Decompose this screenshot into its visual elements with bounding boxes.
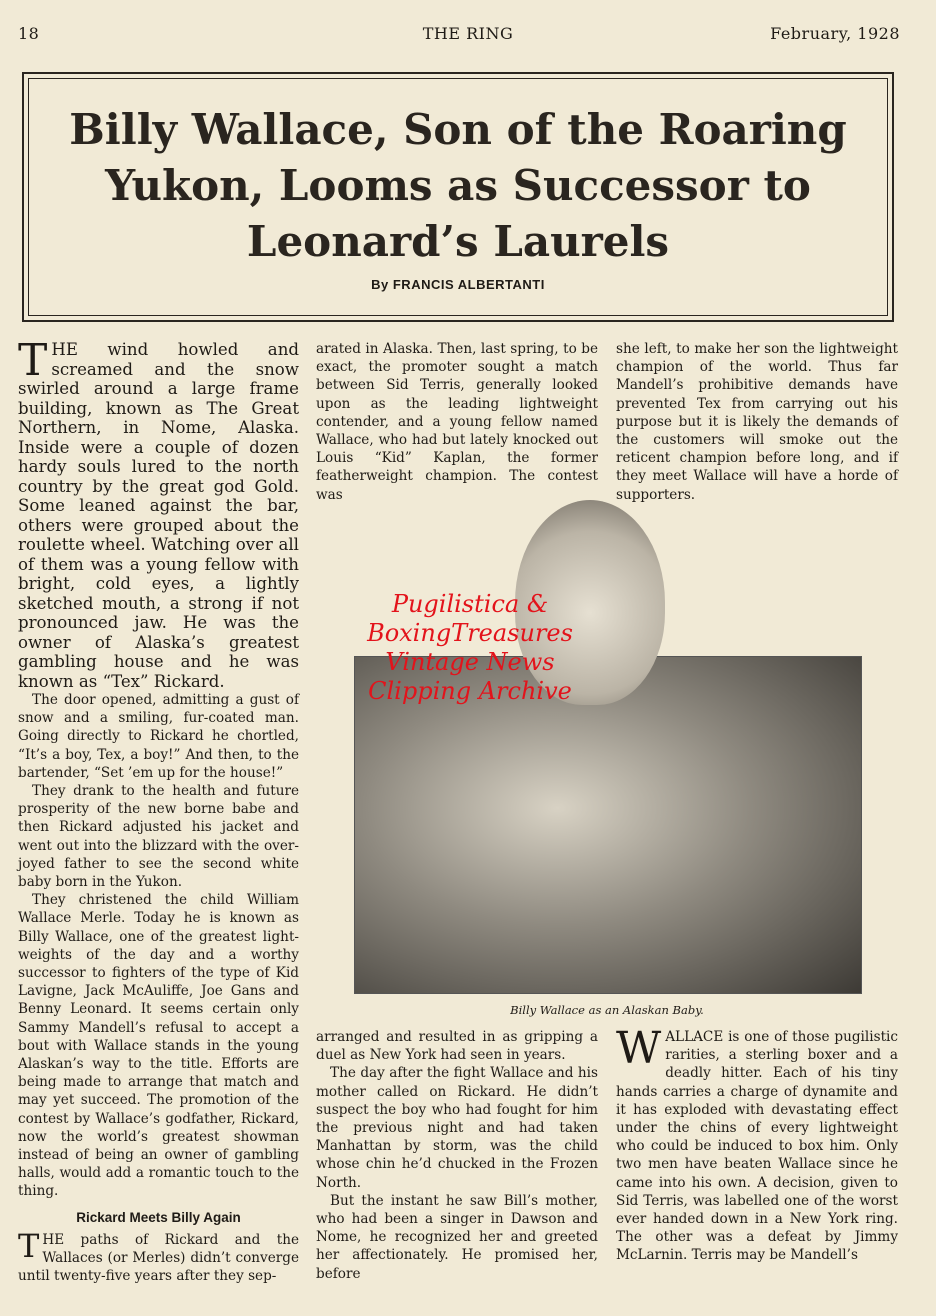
paragraph bbox=[18, 1226, 299, 1286]
paragraph: The door opened, admitting a gust of snow and a smiling, fur-coated man. Going directly to Rickard he chortled, “It’s a boy, Tex, a boy!” And then, to the bartender, “Set ’em up for the house!” bbox=[18, 692, 299, 781]
paragraph: arranged and resulted in as gripping a duel as New York had seen in years. bbox=[316, 1029, 598, 1064]
lead-text: HE wind howled and screamed and the snow swirled around a large frame building, known as The Great Northern, in Nome, Alaska. Inside were a couple of dozen hardy souls lured to the north country by the great god Gold. Some leaned against the bar, others were grouped about the roulette wheel. Watching over all of them was a young fellow with bright, cold eyes, a lightly sketched mouth, a strong if not pronounced jaw. He was the owner of Alaska’s greatest gambling house and he was known as “Tex” Rickard. bbox=[18, 340, 299, 691]
paragraph: They drank to the health and future prosperity of the new borne babe and then Rickard adjusted his jacket and went out into the blizzard with the over-joyed father to see the second white baby born in the Yukon. bbox=[18, 783, 299, 891]
column-3-top bbox=[616, 340, 898, 504]
watermark bbox=[355, 590, 585, 706]
lead-paragraph bbox=[18, 335, 299, 691]
paragraph: They christened the child William Wallace Merle. Today he is known as Billy Wallace, one of the greatest light-weights of the day and a worthy successor to fighters of the type of Kid Lavigne, Jack McAuliffe, Joe Gans and Benny Leonard. It seems certain only Sammy Mandell’s refusal to accept a bout with Wallace stands in the young Alaskan’s way to the title. Efforts are being made to arrange that match and may yet succeed. The promotion of the contest by Wallace’s godfather, Rickard, now the world’s greatest showman instead of being an owner of gambling halls, would add a romantic touch to the thing. bbox=[18, 892, 299, 1200]
paragraph-text: HE paths of Rickard and the Wallaces (or Merles) didn’t converge until twenty-five years after they sep- bbox=[18, 1231, 299, 1285]
headline-box bbox=[22, 72, 894, 322]
issue-date: February, 1928 bbox=[770, 24, 900, 43]
magazine-name: THE RING bbox=[422, 24, 514, 43]
byline: By FRANCIS ALBERTANTI bbox=[371, 277, 545, 292]
drop-cap: T bbox=[18, 335, 48, 386]
drop-cap: W bbox=[616, 1023, 662, 1074]
headline-line-1: Billy Wallace, Son of the Roaring bbox=[69, 105, 847, 154]
page-number: 18 bbox=[18, 24, 40, 43]
paragraph: arated in Alaska. Then, last spring, to be exact, the promoter sought a match between Sid Terris, generally looked upon as the leading lightweight contender, and a young fellow named Wallace, who had but lately knocked out Louis “Kid” Kaplan, the former featherweight champion. The contest was bbox=[316, 341, 598, 503]
column-1 bbox=[18, 335, 299, 1286]
column-2-bottom bbox=[316, 1028, 598, 1283]
watermark-line: Pugilistica & bbox=[391, 590, 549, 618]
subheading: Rickard Meets Billy Again bbox=[76, 1209, 241, 1225]
headline bbox=[24, 102, 892, 270]
watermark-line: Vintage News bbox=[385, 648, 555, 676]
column-2-top bbox=[316, 340, 598, 504]
headline-line-2: Yukon, Looms as Successor to bbox=[105, 161, 811, 210]
drop-cap: T bbox=[18, 1226, 40, 1265]
watermark-line: Clipping Archive bbox=[368, 677, 572, 705]
paragraph: she left, to make her son the lightweight champion of the world. Thus far Mandell’s prohibitive demands have prevented Tex from carrying out his purpose but it is likely the demands of the customers will smoke out the reticent champion before long, and if they meet Wallace will have a horde of supporters. bbox=[616, 341, 898, 503]
headline-line-3: Leonard’s Laurels bbox=[246, 217, 670, 266]
column-3-bottom bbox=[616, 1023, 898, 1265]
paragraph: The day after the fight Wallace and his mother called on Rickard. He didn’t suspect the boy who had fought for him the previous night and had taken Manhattan by storm, was the child whose chin he’d chucked in the Frozen North. bbox=[316, 1065, 598, 1191]
photo-caption: Billy Wallace as an Alaskan Baby. bbox=[510, 1003, 704, 1017]
paragraph: But the instant he saw Bill’s mother, who had been a singer in Dawson and Nome, he recognized her and greeted her affectionately. He promised her, before bbox=[316, 1192, 598, 1282]
watermark-line: BoxingTreasures bbox=[367, 619, 573, 647]
baby-photo bbox=[354, 656, 862, 994]
paragraph-text: ALLACE is one of those pugilistic rarities, a sterling boxer and a deadly hitter. Each of his tiny hands carries a charge of dynamite and it has exploded with devastating effect under the chins of every lightweight who could be induced to box him. Only two men have beaten Wallace since he came into his own. A decision, given to Sid Terris, was labelled one of the worst ever handed down in a New York ring. The other was a defeat by Jimmy McLarnin. Terris may be Mandell’s bbox=[616, 1029, 898, 1264]
